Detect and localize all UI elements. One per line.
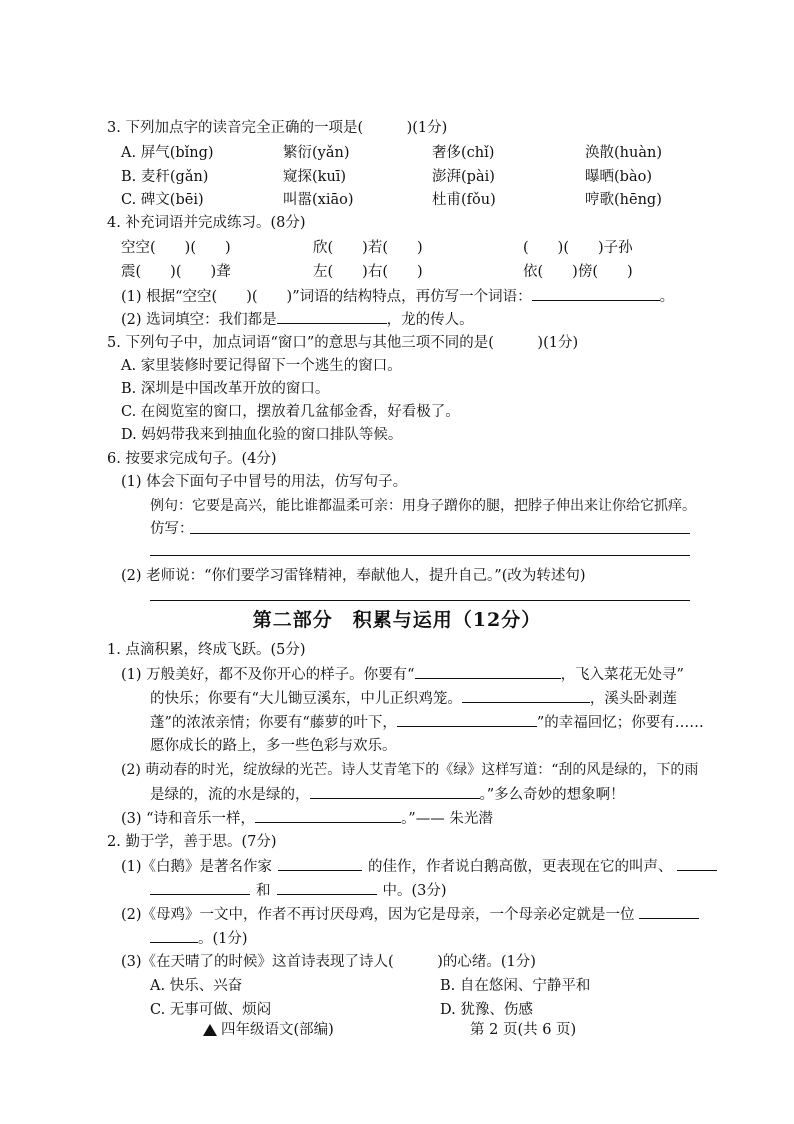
q5-option: B. 深圳是中国改革开放的窗口。 [121, 381, 330, 397]
p2q2-s2b [150, 928, 248, 949]
answer-blank[interactable] [150, 928, 198, 943]
q3-option: 杜甫(fǒu) [432, 192, 496, 208]
q4-blank[interactable]: 震( )( )聋 [121, 264, 231, 280]
p2q2-s2a [121, 904, 699, 925]
answer-blank[interactable] [255, 808, 401, 823]
q3-option: 繁衍(yǎn) [283, 145, 350, 161]
q4-sub2 [121, 309, 474, 330]
text: 。(1分) [198, 931, 248, 947]
text: 的快乐；你要有“大儿锄豆溪东，中儿正织鸡笼。 [150, 691, 462, 707]
page-number: 第 2 页(共 6 页) [470, 1022, 577, 1038]
q4-sub1 [121, 286, 674, 307]
text: 是绿的，流的水是绿的， [150, 787, 310, 803]
q3-option: 奢侈(chǐ) [432, 145, 495, 161]
q6-imitate-label: 仿写： [150, 521, 194, 537]
text: 的佳作，作者说白鹅高傲，更表现在它的叫声、 [368, 859, 673, 875]
p2q2-stem: 2. 勤于学，善于思。(7分) [107, 834, 277, 850]
q3-option: 涣散(huàn) [585, 145, 662, 161]
p2q2-s1a [121, 856, 717, 877]
q5-option: D. 妈妈带我来到抽血化验的窗口排队等候。 [121, 427, 403, 443]
q3-option: 窥探(kuī) [283, 169, 347, 185]
p2q2-s1b [150, 880, 447, 901]
section-title: 第二部分 积累与运用（12分） [252, 609, 542, 631]
answer-blank[interactable] [277, 880, 377, 895]
q3-option: B. 麦秆(gǎn) [121, 169, 209, 185]
answer-blank[interactable] [150, 880, 250, 895]
text: ”的幸福回忆；你要有…… [536, 715, 704, 731]
text: (1) 万般美好，都不及你开心的样子。你要有“ [121, 667, 415, 683]
answer-blank[interactable] [415, 664, 561, 679]
answer-blank[interactable] [639, 904, 699, 919]
q5-stem: 5. 下列句子中，加点词语“窗口”的意思与其他三项不同的是( )(1分) [107, 335, 579, 351]
text: 。”多么奇妙的想象啊！ [479, 787, 625, 803]
text: 蓬”的浓浓亲情；你要有“藤萝的叶下， [150, 715, 397, 731]
p2q1-s1a [121, 664, 684, 685]
q4-sub2-end: ，龙的传人。 [386, 312, 474, 328]
p2q2-s3: (3)《在天晴了的时候》这首诗表现了诗人( )的心绪。(1分) [121, 954, 536, 970]
q4-blank[interactable]: 左( )右( ) [313, 264, 423, 280]
q4-blank[interactable]: 欣( )若( ) [313, 240, 423, 256]
p2q1-s1c [150, 712, 704, 733]
text: (2)《母鸡》一文中，作者不再讨厌母鸡，因为它是母亲，一个母亲必定就是一位 [121, 907, 635, 923]
q3-option: 哼歌(hēng) [585, 192, 662, 208]
q4-sub1-text: (1) 根据“空空( )( )”词语的结构特点，再仿写一个词语： [121, 289, 532, 305]
q4-blank[interactable]: ( )( )子孙 [523, 240, 633, 256]
q3-stem: 3. 下列加点字的读音完全正确的一项是( )(1分) [107, 120, 448, 136]
answer-blank[interactable] [397, 712, 537, 727]
p2q2-option: C. 无事可做、烦闷 [150, 1002, 272, 1018]
q6-stem: 6. 按要求完成句子。(4分) [107, 451, 277, 467]
p2q1-s2a: (2) 萌动春的时光，绽放绿的光芒。诗人艾青笔下的《绿》这样写道：“刮的风是绿的，下的雨 [121, 762, 699, 778]
q4-sub2-text: (2) 选词填空：我们都是 [121, 312, 277, 328]
q3-option: C. 碑文(bēi) [121, 192, 204, 208]
q4-blank[interactable]: 依( )傍( ) [523, 264, 633, 280]
p2q1-s2b [150, 784, 625, 805]
answer-blank[interactable] [277, 309, 387, 324]
publisher-logo-icon [203, 1024, 217, 1036]
answer-blank[interactable] [310, 784, 480, 799]
answer-blank[interactable] [677, 856, 717, 871]
q5-option: A. 家里装修时要记得留下一个逃生的窗口。 [121, 358, 402, 374]
p2q1-s1d: 愿你成长的路上，多一些色彩与欢乐。 [150, 738, 397, 754]
text: 和 [256, 883, 271, 899]
footer-subject: 四年级语文(部编) [221, 1022, 334, 1038]
text: ，溪头卧剥莲 [589, 691, 677, 707]
q4-blank[interactable]: 空空( )( ) [121, 240, 231, 256]
answer-line[interactable] [190, 533, 690, 534]
q3-option: A. 屏气(bǐng) [121, 145, 214, 161]
q4-sub1-end: 。 [659, 289, 675, 305]
answer-blank[interactable] [532, 286, 660, 301]
answer-line[interactable] [150, 600, 690, 601]
p2q2-option: D. 犹豫、伤感 [440, 1002, 533, 1018]
p2q2-option: A. 快乐、兴奋 [150, 978, 243, 994]
q6-sub2: (2) 老师说：“你们要学习雷锋精神，奉献他人，提升自己。”(改为转述句) [121, 568, 586, 584]
p2q2-option: B. 自在悠闲、宁静平和 [440, 978, 591, 994]
p2q1-s3 [121, 808, 493, 829]
q4-stem: 4. 补充词语并完成练习。(8分) [107, 215, 306, 231]
text: (1)《白鹅》是著名作家 [121, 859, 273, 875]
q3-option: 叫嚣(xiāo) [283, 192, 354, 208]
q3-option: 澎湃(pài) [432, 169, 495, 185]
q3-option: 曝晒(bào) [585, 169, 652, 185]
q6-sub1: (1) 体会下面句子中冒号的用法，仿写句子。 [121, 474, 408, 490]
answer-line[interactable] [150, 555, 690, 556]
p2q1-stem: 1. 点滴积累，终成飞跃。(5分) [107, 642, 306, 658]
answer-blank[interactable] [278, 856, 362, 871]
q6-example: 例句：它要是高兴，能比谁都温柔可亲：用身子蹭你的腿，把脖子伸出来让你给它抓痒。 [150, 498, 696, 514]
answer-blank[interactable] [462, 688, 590, 703]
text: (3) “诗和音乐一样， [121, 811, 256, 827]
q5-option: C. 在阅览室的窗口，摆放着几盆郁金香，好看极了。 [121, 404, 460, 420]
text: 。”—— 朱光潜 [401, 811, 493, 827]
text: 中。(3分) [382, 883, 447, 899]
text: ，飞入菜花无处寻” [560, 667, 684, 683]
footer-left [203, 1020, 334, 1040]
p2q1-s1b [150, 688, 677, 709]
